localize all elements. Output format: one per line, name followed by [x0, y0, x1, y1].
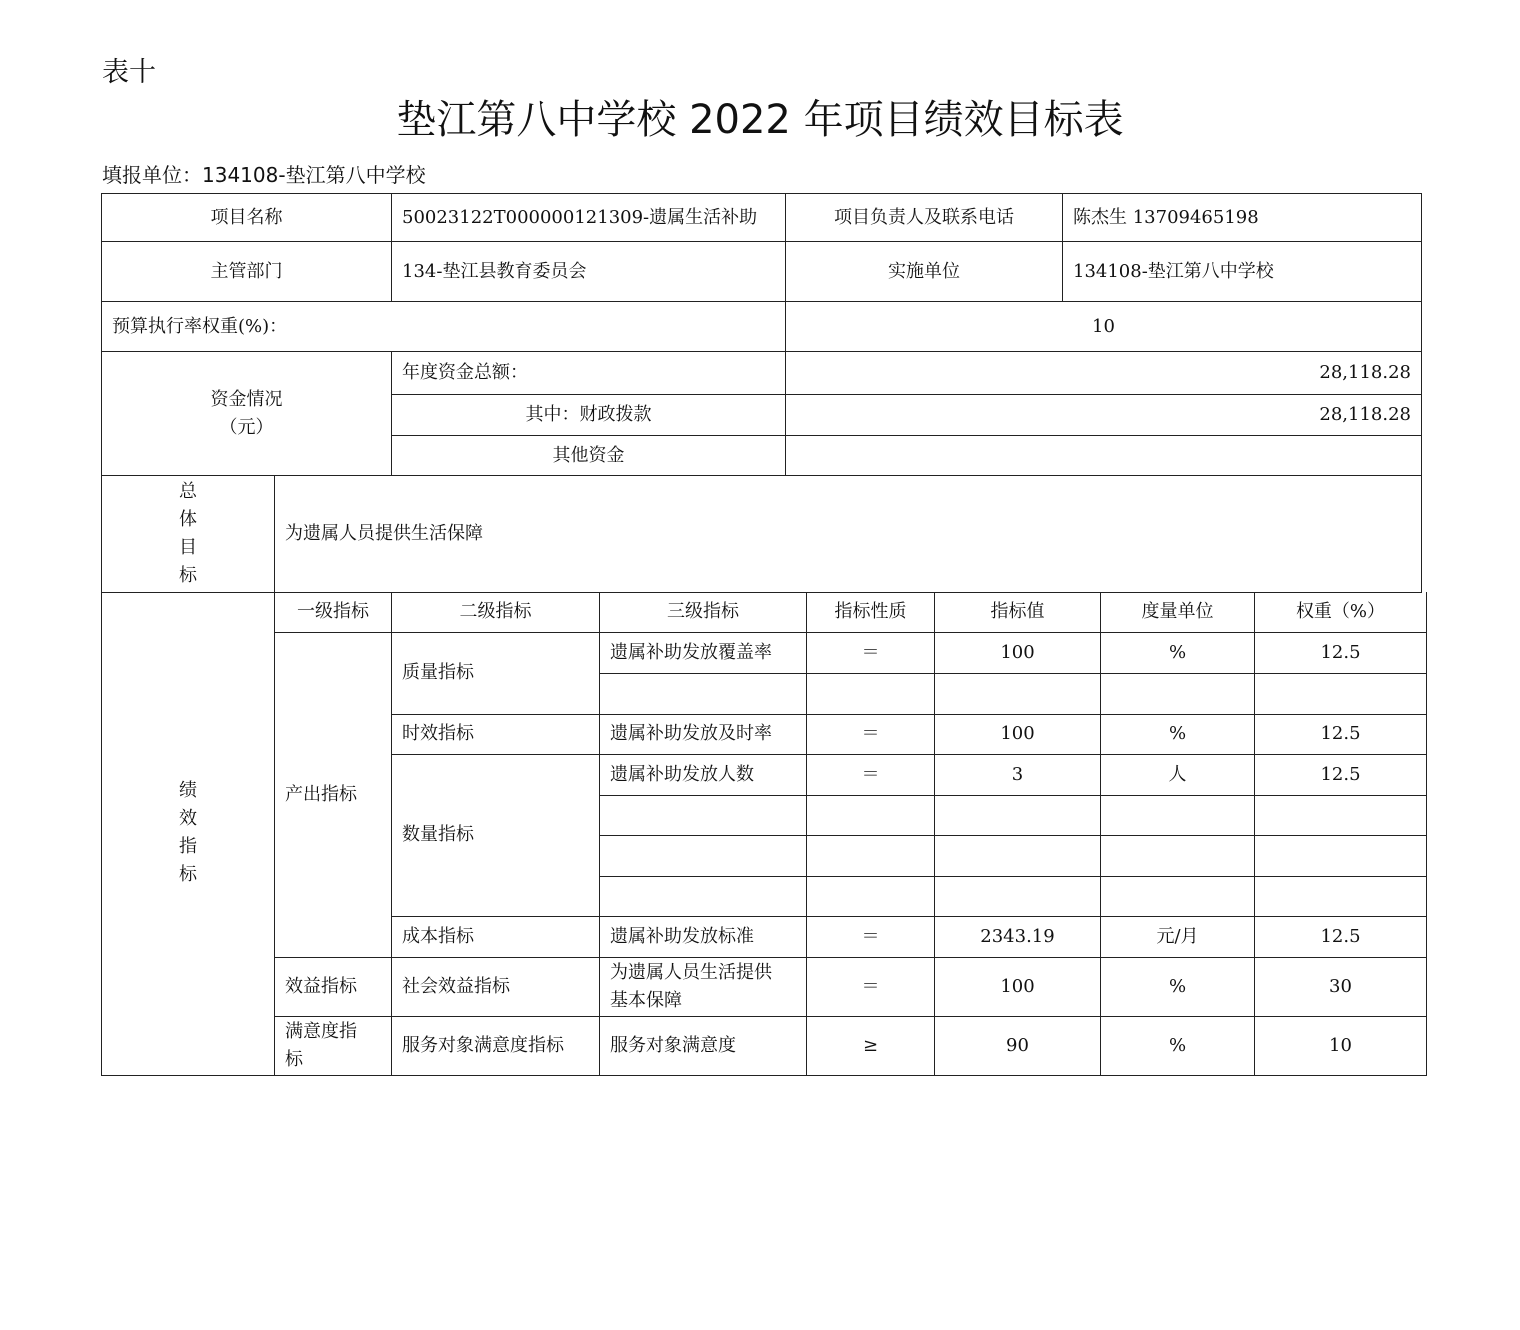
reporting-unit: 填报单位：134108-垫江第八中学校: [102, 163, 426, 187]
empty-cell: [935, 876, 1101, 916]
table-row-cell: 100: [935, 957, 1101, 1016]
funds-label: [102, 352, 392, 476]
table-row-cell: 12.5: [1255, 916, 1427, 957]
table-row-cell: ＝: [807, 632, 935, 673]
funds-label-line-2: （元）: [219, 416, 274, 438]
output-indicator-label: 产出指标: [275, 632, 392, 957]
annual-total-label: 年度资金总额：: [392, 352, 786, 395]
quality-indicator-label: 质量指标: [392, 632, 600, 714]
table-row-cell: ＝: [807, 754, 935, 795]
table-row-cell: 遗属补助发放覆盖率: [600, 632, 807, 673]
other-funds-value: [786, 436, 1422, 476]
table-row-cell: %: [1101, 1016, 1255, 1075]
fiscal-label: 其中：财政拨款: [392, 395, 786, 436]
social-benefit-label: 社会效益指标: [392, 957, 600, 1016]
empty-cell: [600, 876, 807, 916]
empty-cell: [600, 673, 807, 714]
table-row-cell: 3: [935, 754, 1101, 795]
table-row-cell: 元/月: [1101, 916, 1255, 957]
leader-value: 陈杰生 13709465198: [1063, 194, 1422, 242]
header-nature: 指标性质: [807, 592, 935, 632]
project-name-label: 项目名称: [102, 194, 392, 242]
performance-label: [102, 592, 275, 1075]
project-name-value: 50023122T000000121309-遗属生活补助: [392, 194, 786, 242]
dept-label: 主管部门: [102, 242, 392, 302]
table-row-cell: 服务对象满意度: [600, 1016, 807, 1075]
table-row-cell: 遗属补助发放人数: [600, 754, 807, 795]
table-row-cell: 30: [1255, 957, 1427, 1016]
satisfaction-indicator-label: [275, 1016, 392, 1075]
table-row-cell: 人: [1101, 754, 1255, 795]
empty-cell: [935, 835, 1101, 876]
social-name-line-2: 基本保障: [610, 989, 682, 1011]
satisfaction-label-line-2: 标: [285, 1048, 303, 1070]
empty-cell: [1101, 795, 1255, 835]
impl-value: 134108-垫江第八中学校: [1063, 242, 1422, 302]
header-level2: 二级指标: [392, 592, 600, 632]
performance-indicators-table: [101, 592, 1427, 1076]
overall-goal-label: [102, 476, 275, 593]
service-satisfaction-label: 服务对象满意度指标: [392, 1016, 600, 1075]
empty-cell: [807, 795, 935, 835]
table-row-cell: 10: [1255, 1016, 1427, 1075]
empty-cell: [1255, 835, 1427, 876]
table-row-cell: 90: [935, 1016, 1101, 1075]
other-funds-label: 其他资金: [392, 436, 786, 476]
empty-cell: [807, 835, 935, 876]
project-info-table: [101, 193, 1422, 593]
dept-value: 134-垫江县教育委员会: [392, 242, 786, 302]
header-weight: 权重（%）: [1255, 592, 1427, 632]
overall-goal-text: 为遗属人员提供生活保障: [275, 476, 1422, 593]
fiscal-value: 28,118.28: [786, 395, 1422, 436]
table-row-cell: 遗属补助发放标准: [600, 916, 807, 957]
impl-label: 实施单位: [786, 242, 1063, 302]
satisfaction-label-line-1: 满意度指: [285, 1020, 357, 1042]
table-row-cell: 2343.19: [935, 916, 1101, 957]
budget-weight-value: 10: [786, 302, 1422, 352]
table-row-cell: %: [1101, 714, 1255, 754]
quantity-indicator-label: 数量指标: [392, 754, 600, 916]
table-number: 表十: [102, 57, 156, 88]
empty-cell: [807, 673, 935, 714]
table-row-cell: [600, 957, 807, 1016]
table-row-cell: 遗属补助发放及时率: [600, 714, 807, 754]
empty-cell: [1101, 673, 1255, 714]
perf-char-2: 效: [179, 808, 197, 830]
table-row-cell: ≥: [807, 1016, 935, 1075]
empty-cell: [935, 673, 1101, 714]
goal-char-1: 总: [179, 481, 197, 502]
header-value: 指标值: [935, 592, 1101, 632]
empty-cell: [600, 795, 807, 835]
annual-total-value: 28,118.28: [786, 352, 1422, 395]
perf-char-1: 绩: [179, 780, 197, 802]
empty-cell: [600, 835, 807, 876]
table-row-cell: ＝: [807, 957, 935, 1016]
funds-label-line-1: 资金情况: [210, 388, 283, 410]
table-row-cell: %: [1101, 957, 1255, 1016]
header-level3: 三级指标: [600, 592, 807, 632]
document-title: 垫江第八中学校 2022 年项目绩效目标表: [396, 97, 1124, 143]
cost-indicator-label: 成本指标: [392, 916, 600, 957]
table-row-cell: ＝: [807, 916, 935, 957]
header-level1: 一级指标: [275, 592, 392, 632]
benefit-indicator-label: 效益指标: [275, 957, 392, 1016]
leader-label: 项目负责人及联系电话: [786, 194, 1063, 242]
timeliness-indicator-label: 时效指标: [392, 714, 600, 754]
empty-cell: [935, 795, 1101, 835]
empty-cell: [1255, 673, 1427, 714]
goal-char-2: 体: [179, 509, 197, 530]
table-row-cell: %: [1101, 632, 1255, 673]
empty-cell: [807, 876, 935, 916]
empty-cell: [1101, 835, 1255, 876]
social-name-line-1: 为遗属人员生活提供: [610, 961, 772, 983]
perf-char-4: 标: [179, 864, 197, 886]
empty-cell: [1255, 795, 1427, 835]
header-unit: 度量单位: [1101, 592, 1255, 632]
table-row-cell: 12.5: [1255, 714, 1427, 754]
budget-weight-label: 预算执行率权重(%)：: [102, 302, 786, 352]
table-row-cell: 12.5: [1255, 632, 1427, 673]
table-row-cell: ＝: [807, 714, 935, 754]
empty-cell: [1101, 876, 1255, 916]
table-row-cell: 12.5: [1255, 754, 1427, 795]
empty-cell: [1255, 876, 1427, 916]
perf-char-3: 指: [179, 836, 197, 858]
table-row-cell: 100: [935, 714, 1101, 754]
goal-char-4: 标: [179, 565, 197, 586]
table-row-cell: 100: [935, 632, 1101, 673]
goal-char-3: 目: [179, 537, 197, 558]
